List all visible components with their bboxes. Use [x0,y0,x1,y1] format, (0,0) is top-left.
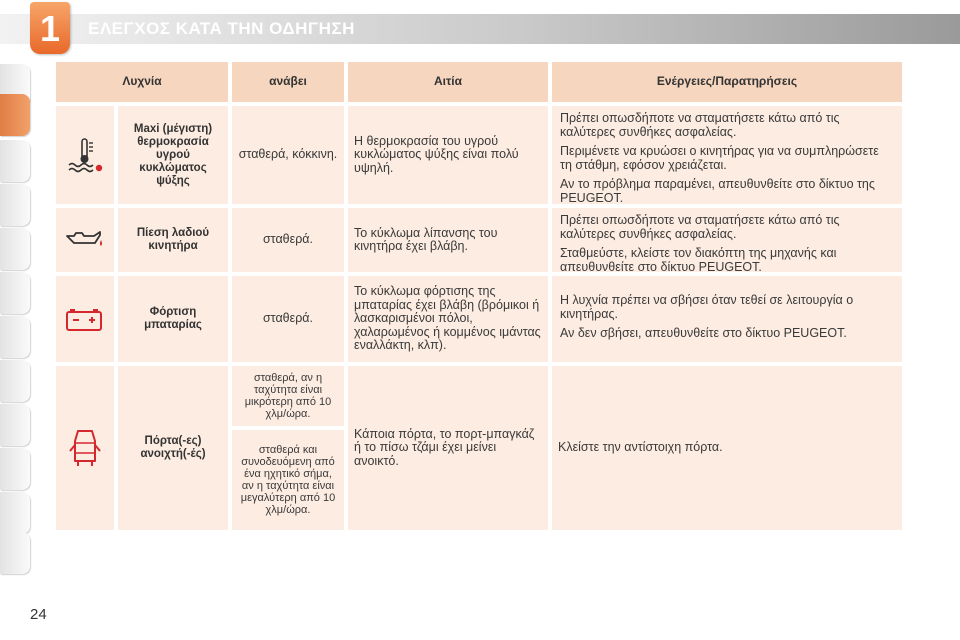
action-item: Πρέπει οπωσδήποτε να σταματήσετε κάτω από τις καλύτερες συνθήκες ασφαλείας. [560,111,840,139]
lamp-name: Φόρτιση μπαταρίας [118,276,228,362]
oil-pressure-icon [56,208,114,272]
side-tab [0,532,30,574]
actions-text [552,276,902,362]
side-tab-active [0,94,30,136]
battery-charge-icon [56,276,114,362]
page-header [0,0,960,60]
cause-text: Το κύκλωμα λίπανσης του κινητήρα έχει βλάβη. [348,208,548,272]
lamp-name: Maxi (μέγιστη) θερμοκρασία υγρού κυκλώματος ψύξης [118,106,228,204]
lights-status: σταθερά, αν η ταχύτητα είναι μικρότερη από 10 χλμ/ώρα. [232,366,344,426]
action-item: Αν δεν σβήσει, απευθυνθείτε στο δίκτυο PEUGEOT. [560,326,847,340]
action-item: Σταθμεύστε, κλείστε τον διακόπτη της μηχανής και απευθυνθείτε στο δίκτυο PEUGEOT. [560,246,837,274]
side-tab [0,272,30,314]
cause-text: Κάποια πόρτα, το πορτ-μπαγκάζ ή το πίσω τζάμι έχει μείνει ανοικτό. [348,366,548,530]
action-item: Πρέπει οπωσδήποτε να σταματήσετε κάτω από τις καλύτερες συνθήκες ασφαλείας. [560,213,840,241]
column-header-cause: Αιτία [348,62,548,102]
cause-text: Το κύκλωμα φόρτισης της μπαταρίας έχει βλάβη (βρόμικοι ή λασκαρισμένοι πόλοι, χαλαρωμένος ή κομμένος ιμάντας εναλλάκτη, κλπ). [348,276,548,362]
cause-text: Η θερμοκρασία του υγρού κυκλώματος ψύξης είναι πολύ υψηλή. [348,106,548,204]
side-tab [0,448,30,490]
page-title: ΕΛΕΓΧΟΣ ΚΑΤΑ ΤΗΝ ΟΔΗΓΗΣΗ [88,19,355,38]
lights-status: σταθερά. [232,208,344,272]
side-tab [0,140,30,182]
side-tab [0,184,30,226]
side-tab [0,404,30,446]
lamp-name: Πίεση λαδιού κινητήρα [118,208,228,272]
column-header-lights: ανάβει [232,62,344,102]
action-item: Η λυχνία πρέπει να σβήσει όταν τεθεί σε λειτουργία ο κινητήρας. [560,293,854,321]
action-item: Αν το πρόβλημα παραμένει, απευθυνθείτε στο δίκτυο της PEUGEOT. [560,177,875,205]
actions-text: Κλείστε την αντίστοιχη πόρτα. [552,366,902,530]
lights-status: σταθερά, κόκκινη. [232,106,344,204]
column-header-actions: Ενέργειες/Παρατηρήσεις [552,62,902,102]
lights-status: σταθερά και συνοδευόμενη από ένα ηχητικό σήμα, αν η ταχύτητα είναι μεγαλύτερη από 10 χλμ/ώρα. [232,430,344,530]
door-open-icon [56,366,114,530]
actions-text [552,106,902,204]
chapter-number: 1 [39,8,61,49]
side-tab [0,228,30,270]
coolant-temperature-icon [56,106,114,204]
side-tab [0,316,30,358]
lamp-name: Πόρτα(-ες) ανοιχτή(-ές) [118,366,228,530]
column-header-lamp: Λυχνία [56,62,228,102]
side-tab [0,492,30,534]
lights-status: σταθερά. [232,276,344,362]
action-item: Περιμένετε να κρυώσει ο κινητήρας για να συμπληρώσετε τη στάθμη, εφόσον χρειάζεται. [560,144,879,172]
side-tab [0,360,30,402]
side-tabs [0,64,32,574]
page-number: 24 [30,606,47,623]
actions-text [552,208,902,272]
